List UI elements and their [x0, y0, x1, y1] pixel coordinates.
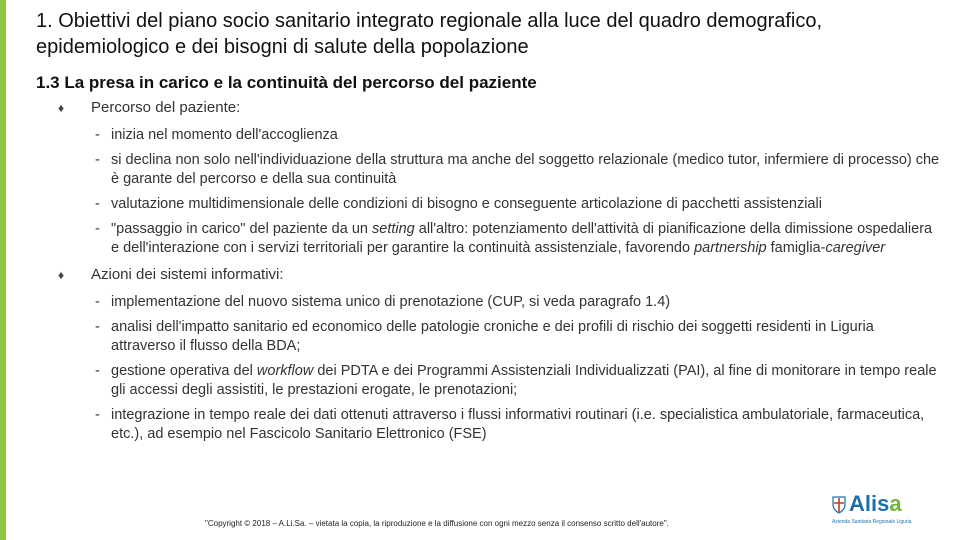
item-text: integrazione in tempo reale dei dati ottenuti attraverso i flussi informativi routinari (i.e. specialistica ambulatoriale, farmaceutica, etc.), ad esempio nel Fascicolo Sanitario Elettronico (FSE): [111, 407, 925, 442]
section-percorso: [36, 99, 941, 258]
copyright-notice: "Copyright © 2018 – A.Li.Sa. – vietata la copia, la riproduzione e la diffusione con ogni mezzo senza il consenso scritto dell'autore".: [205, 519, 669, 528]
sub-bullet-item: [36, 220, 941, 258]
section-heading-text: Azioni dei sistemi informativi:: [91, 266, 284, 283]
dash-bullet-icon: -: [95, 196, 100, 212]
item-text: famiglia-: [766, 240, 826, 256]
item-text: all'altro: potenziamento dell'attività di pianificazione della dimissione ospedaliera e dell'interazione con i servizi territoriali per garantire la continuità assistenziale, favorendo: [111, 221, 933, 256]
item-text: valutazione multidimensionale delle condizioni di bisogno e conseguente articolazione di pacchetti assistenziali: [111, 196, 822, 212]
slide-content: [36, 99, 941, 450]
logo-name: Alisa: [849, 491, 902, 516]
section-heading: [36, 266, 941, 284]
item-text: implementazione del nuovo sistema unico di prenotazione (CUP, si veda paragrafo 1.4): [111, 294, 671, 310]
sub-bullet-item: [36, 151, 941, 189]
sub-list: [36, 293, 941, 444]
dash-bullet-icon: -: [95, 221, 100, 237]
dash-bullet-icon: -: [95, 127, 100, 143]
sub-list: [36, 126, 941, 258]
item-text: analisi dell'impatto sanitario ed economico delle patologie croniche e dei profili di rischio dei soggetti residenti in Liguria attraverso il flusso della BDA;: [111, 319, 874, 354]
italic-term: partnership: [694, 240, 767, 256]
dash-bullet-icon: -: [95, 363, 100, 379]
item-text: "passaggio in carico" del paziente da un: [111, 221, 372, 237]
dash-bullet-icon: -: [95, 319, 100, 335]
sub-bullet-item: [36, 362, 941, 400]
section-heading: [36, 99, 941, 117]
slide-title: 1. Obiettivi del piano socio sanitario integrato regionale alla luce del quadro demografico, epidemiologico e dei bisogni di salute della popolazione: [36, 10, 823, 58]
item-text: dei PDTA e dei Programmi Assistenziali Individualizzati (PAI), al fine di monitorare in tempo reale gli accessi degli assistiti, le prestazioni erogate, le prenotazioni;: [111, 363, 937, 398]
sub-bullet-item: [36, 126, 941, 145]
item-text: inizia nel momento dell'accoglienza: [111, 127, 338, 143]
sub-bullet-item: [36, 406, 941, 444]
slide-subtitle: 1.3 La presa in carico e la continuità del percorso del paziente: [36, 73, 537, 92]
sub-bullet-item: [36, 318, 941, 356]
sub-bullet-item: [36, 293, 941, 312]
dash-bullet-icon: -: [95, 407, 100, 423]
section-azioni: [36, 266, 941, 444]
italic-term: setting: [372, 221, 415, 237]
logo-tagline: Azienda Sanitaria Regionale Liguria: [832, 519, 912, 525]
dash-bullet-icon: -: [95, 152, 100, 168]
italic-term: workflow: [256, 363, 314, 379]
item-text: si declina non solo nell'individuazione della struttura ma anche del soggetto relazionale (medico tutor, infermiere di processo) che è garante del percorso e della sua continuità: [111, 152, 940, 187]
section-heading-text: Percorso del paziente:: [91, 99, 241, 116]
sub-bullet-item: [36, 195, 941, 214]
alisa-shield-icon: [832, 496, 846, 514]
alisa-logo: [832, 491, 932, 528]
accent-bar: [0, 0, 6, 540]
italic-term: caregiver: [825, 240, 886, 256]
dash-bullet-icon: -: [95, 294, 100, 310]
item-text: gestione operativa del: [111, 363, 257, 379]
diamond-bullet-icon: ♦: [58, 101, 65, 115]
diamond-bullet-icon: ♦: [58, 268, 65, 282]
